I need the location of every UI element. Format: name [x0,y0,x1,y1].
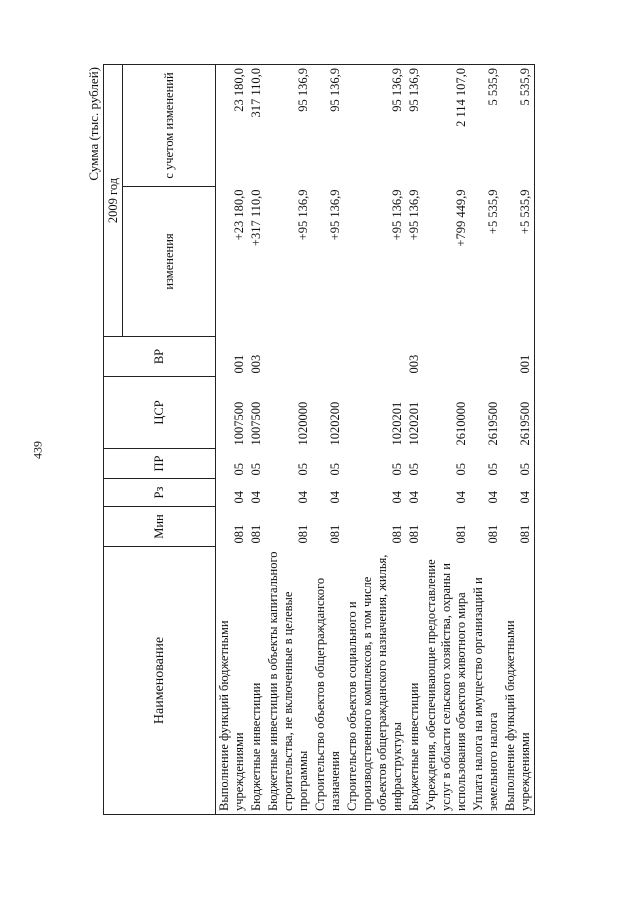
cell-pr: 05 [328,463,342,476]
budget-table [103,64,535,815]
cell-min: 081 [328,524,342,544]
cell-name: Выполнение функций бюджетными учреждениями [502,547,535,815]
page-number: 439 [30,441,45,459]
cell-name: Бюджетные инвестиции [406,547,423,815]
cell-total: 95 136,9 [344,64,406,186]
cell-vr [312,337,344,377]
header-pr: ПР [104,449,216,479]
cell-vr [265,337,312,377]
cell-name: Выполнение функций бюджетными учреждениями [216,547,249,815]
cell-name: Бюджетные инвестиции в объекты капитального строительства, не включенные в целевые программы [265,547,312,815]
cell-min: 081 [296,524,310,544]
cell-pr: 05 [390,463,404,476]
budget-table-sheet [85,65,555,815]
header-with-changes: с учетом изменений [123,64,216,186]
cell-csr: 2619500 [486,401,500,446]
table-row [344,64,406,814]
cell-vr: 003 [407,354,421,374]
header-changes: изменения [123,187,216,337]
cell-rz: 04 [486,491,500,504]
cell-min: 081 [390,524,404,544]
cell-csr: 1020000 [296,401,310,446]
header-rz: Рз [104,479,216,507]
cell-total: 5 535,9 [470,64,502,186]
cell-changes: +95 136,9 [390,189,404,241]
cell-name: Уплата налога на имущество организаций и земельного налога [470,547,502,815]
cell-changes: +95 136,9 [296,189,310,241]
table-row [502,64,535,814]
cell-pr: 05 [249,463,263,476]
cell-csr: 1020201 [407,401,421,446]
cell-rz: 04 [296,491,310,504]
cell-changes: +5 535,9 [486,189,500,235]
unit-caption: Сумма (тыс. рублей) [86,67,101,181]
table-row [216,64,249,814]
cell-pr: 05 [454,463,468,476]
cell-rz: 04 [232,491,246,504]
cell-total: 317 110,0 [248,64,265,186]
cell-vr: 001 [502,337,535,377]
table-row [265,64,312,814]
cell-csr: 2619500 [502,377,535,449]
cell-rz: 04 [249,491,263,504]
cell-vr [470,337,502,377]
table-row [406,64,423,814]
cell-total: 23 180,0 [216,64,249,186]
cell-changes: +5 535,9 [502,187,535,337]
table-row [312,64,344,814]
header-year: 2009 год [104,64,123,336]
cell-name: Бюджетные инвестиции [248,547,265,815]
cell-min: 081 [454,524,468,544]
cell-csr: 2610000 [454,401,468,446]
cell-pr: 05 [296,463,310,476]
cell-rz: 04 [390,491,404,504]
cell-total: 95 136,9 [265,64,312,186]
cell-rz: 04 [407,491,421,504]
cell-rz: 04 [454,491,468,504]
cell-csr: 1020201 [390,401,404,446]
header-min: Мин [104,507,216,547]
cell-min: 081 [502,507,535,547]
table-row [470,64,502,814]
cell-total: 95 136,9 [312,64,344,186]
cell-total: 95 136,9 [406,64,423,186]
cell-changes: +95 136,9 [328,189,342,241]
cell-total: 5 535,9 [502,64,535,186]
cell-csr: 1007500 [232,401,246,446]
cell-pr: 05 [232,463,246,476]
cell-pr: 05 [502,449,535,479]
header-name: Наименование [104,547,216,815]
cell-name: Строительство объектов социального и производственного комплексов, в том числе объектов общегражданского назначения, жилья, инфраструктуры [344,547,406,815]
cell-vr: 001 [232,354,246,374]
table-body [216,64,535,814]
cell-csr: 1020200 [328,401,342,446]
table-row [248,64,265,814]
cell-min: 081 [407,524,421,544]
table-row [423,64,470,814]
cell-total: 2 114 107,0 [423,64,470,186]
cell-name: Учреждения, обеспечивающие предоставление услуг в области сельского хозяйства, охраны и использования объектов животного мира [423,547,470,815]
cell-name: Строительство объектов общегражданского назначения [312,547,344,815]
cell-min: 081 [486,524,500,544]
cell-rz: 04 [502,479,535,507]
cell-pr: 05 [486,463,500,476]
cell-vr [344,337,406,377]
cell-vr: 003 [249,354,263,374]
cell-min: 081 [249,524,263,544]
header-csr: ЦСР [104,377,216,449]
cell-vr [423,337,470,377]
cell-rz: 04 [328,491,342,504]
cell-changes: +317 110,0 [249,189,263,247]
cell-min: 081 [232,524,246,544]
cell-csr: 1007500 [249,401,263,446]
cell-changes: +23 180,0 [232,189,246,241]
header-vr: ВР [104,337,216,377]
cell-pr: 05 [407,463,421,476]
cell-changes: +799 449,9 [454,189,468,247]
cell-changes: +95 136,9 [407,189,421,241]
